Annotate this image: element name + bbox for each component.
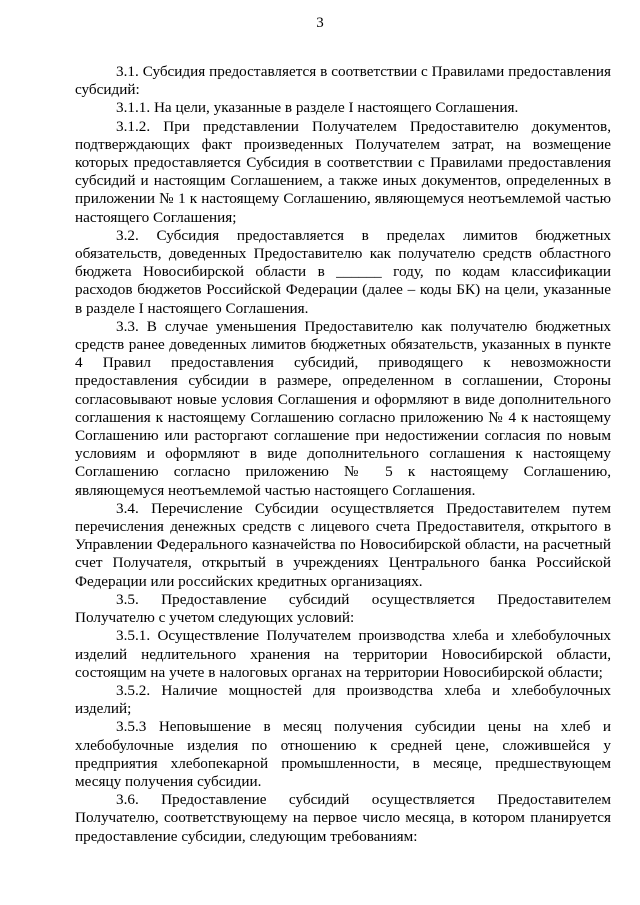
paragraph-3-1-2: 3.1.2. При представлении Получателем Предоставителю документов, подтверждающих факт произведенных Получателем затрат, на возмещение которых предоставляется Субсидия в соответствии с Правилами предоставления субсидий и настоящим Соглашением, а также иных документов, определенных в приложении № 1 к настоящему Соглашению, являющемуся неотъемлемой частью настоящего Соглашения; [75, 117, 611, 226]
paragraph-3-5: 3.5. Предоставление субсидий осуществляется Предоставителем Получателю с учетом следующих условий: [75, 590, 611, 627]
paragraph-3-3: 3.3. В случае уменьшения Предоставителю как получателю бюджетных средств ранее доведенных лимитов бюджетных обязательств, указанных в пункте 4 Правил предоставления субсидий, приводящего к невозможности предоставления субсидии в размере, определенном в соглашении, Стороны согласовывают новые условия Соглашения и оформляют в виде дополнительного соглашения к настоящему Соглашению согласно приложению № 4 к настоящему Соглашению или расторгают соглашение при недостижении согласия по новым условиям и оформляют в виде дополнительного соглашения к настоящему Соглашению согласно приложению № 5 к настоящему Соглашению, являющемуся неотъемлемой частью настоящего Соглашения. [75, 317, 611, 499]
paragraph-3-5-1: 3.5.1. Осуществление Получателем производства хлеба и хлебобулочных изделий недлительного хранения на территории Новосибирской области, состоящим на учете в налоговых органах на территории Новосибирской области; [75, 627, 611, 681]
paragraph-3-2: 3.2. Субсидия предоставляется в пределах лимитов бюджетных обязательств, доведенных Предоставителю как получателю средств областного бюджета Новосибирской области в ______ году, по кодам классификации расходов бюджетов Российской Федерации (далее – коды БК) на цели, указанные в разделе I настоящего Соглашения. [75, 226, 611, 317]
paragraph-3-6: 3.6. Предоставление субсидий осуществляется Предоставителем Получателю, соответствующему на первое число месяца, в котором планируется предоставление субсидии, следующим требованиям: [75, 791, 611, 845]
paragraph-3-4: 3.4. Перечисление Субсидии осуществляется Предоставителем путем перечисления денежных средств с лицевого счета Предоставителя, открытого в Управлении Федерального казначейства по Новосибирской области, на расчетный счет Получателя, открытый в учреждениях Центрального банка Российской Федерации или российских кредитных организациях. [75, 499, 611, 590]
paragraph-3-1-1: 3.1.1. На цели, указанные в разделе I настоящего Соглашения. [116, 99, 519, 117]
document-body [75, 63, 611, 846]
paragraph-3-5-3: 3.5.3 Неповышение в месяц получения субсидии цены на хлеб и хлебобулочные изделия по отношению к средней цене, сложившейся у предприятия хлебопекарной промышленности, в месяце, предшествующем месяцу получения субсидии. [75, 718, 611, 790]
paragraph-3-5-2: 3.5.2. Наличие мощностей для производства хлеба и хлебобулочных изделий; [75, 681, 611, 718]
page-number: 3 [316, 15, 324, 31]
paragraph-3-1: 3.1. Субсидия предоставляется в соответствии с Правилами предоставления субсидий: [75, 63, 611, 99]
